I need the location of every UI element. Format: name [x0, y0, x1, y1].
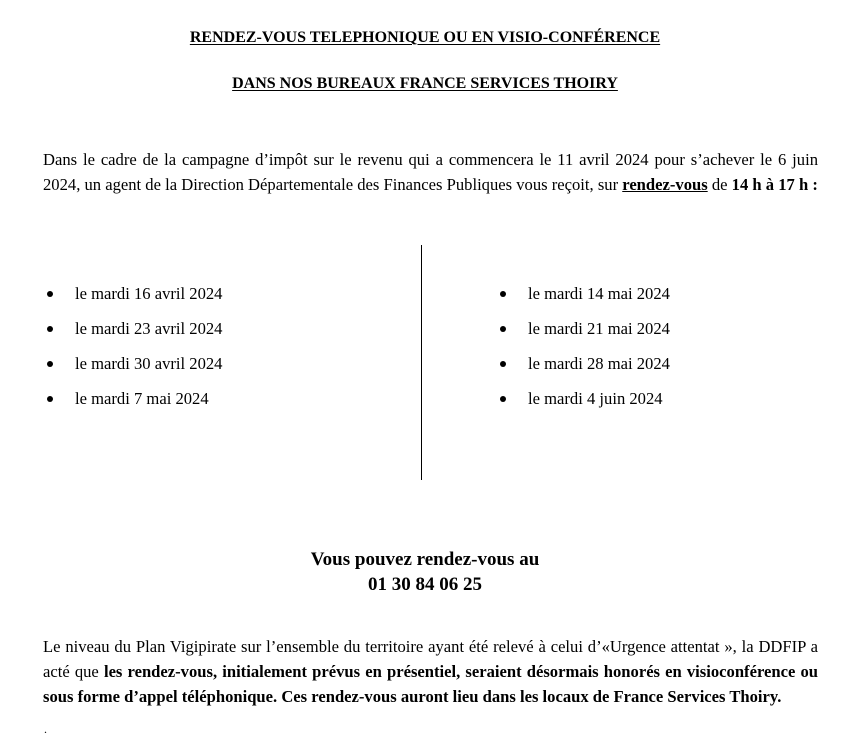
list-item: [47, 389, 397, 424]
contact-phone: 01 30 84 06 25: [368, 574, 482, 595]
date-text: le mardi 23 avril 2024: [75, 319, 223, 338]
list-item: [500, 354, 830, 389]
date-text: le mardi 30 avril 2024: [75, 354, 223, 373]
intro-rendez-vous: rendez-vous: [622, 175, 708, 194]
notice-bold-text: les rendez-vous, initialement prévus en présentiel, seraient désormais honorés en visioconférence ou sous forme d’appel téléphonique. Ces rendez-vous auront lieu dans les locaux de France Services Thoiry.: [43, 662, 818, 706]
list-item: [500, 284, 830, 319]
dates-list-right: [500, 284, 830, 424]
bullet-icon: [47, 361, 53, 367]
intro-de: de: [707, 175, 732, 194]
footer-mark: .: [44, 722, 47, 736]
contact-line: Vous pouvez rendez-vous au: [310, 549, 540, 570]
list-item: [500, 389, 830, 424]
bullet-icon: [500, 361, 506, 367]
date-text: le mardi 16 avril 2024: [75, 284, 223, 303]
notice-paragraph: [43, 634, 818, 709]
notice-text: Le niveau du Plan Vigipirate sur l’ensemble du territoire ayant été relevé à celui d’«Urgence attentat », la DDFIP a acté que: [43, 637, 818, 681]
list-item: [47, 354, 397, 389]
column-divider: [421, 245, 422, 480]
date-text: le mardi 21 mai 2024: [528, 319, 670, 338]
date-text: le mardi 7 mai 2024: [75, 389, 209, 408]
date-text: le mardi 4 juin 2024: [528, 389, 663, 408]
list-item: [47, 284, 397, 319]
date-text: le mardi 28 mai 2024: [528, 354, 670, 373]
bullet-icon: [47, 291, 53, 297]
bullet-icon: [47, 326, 53, 332]
list-item: [500, 319, 830, 354]
heading-line-1: RENDEZ-VOUS TELEPHONIQUE OU EN VISIO-CONFÉRENCE: [189, 29, 661, 46]
dates-list-left: [47, 284, 397, 424]
intro-paragraph: [43, 147, 818, 197]
bullet-icon: [500, 396, 506, 402]
heading-line-2: DANS NOS BUREAUX FRANCE SERVICES THOIRY: [232, 75, 618, 92]
date-text: le mardi 14 mai 2024: [528, 284, 670, 303]
intro-hours: 14 h à 17 h :: [731, 175, 818, 194]
bullet-icon: [47, 396, 53, 402]
bullet-icon: [500, 326, 506, 332]
list-item: [47, 319, 397, 354]
bullet-icon: [500, 291, 506, 297]
intro-text: Dans le cadre de la campagne d’impôt sur le revenu qui a commencera le 11 avril 2024 pour s’achever le 6 juin 2024, un agent de la Direction Départementale des Finances Publiques vous reçoit, sur: [43, 150, 818, 194]
